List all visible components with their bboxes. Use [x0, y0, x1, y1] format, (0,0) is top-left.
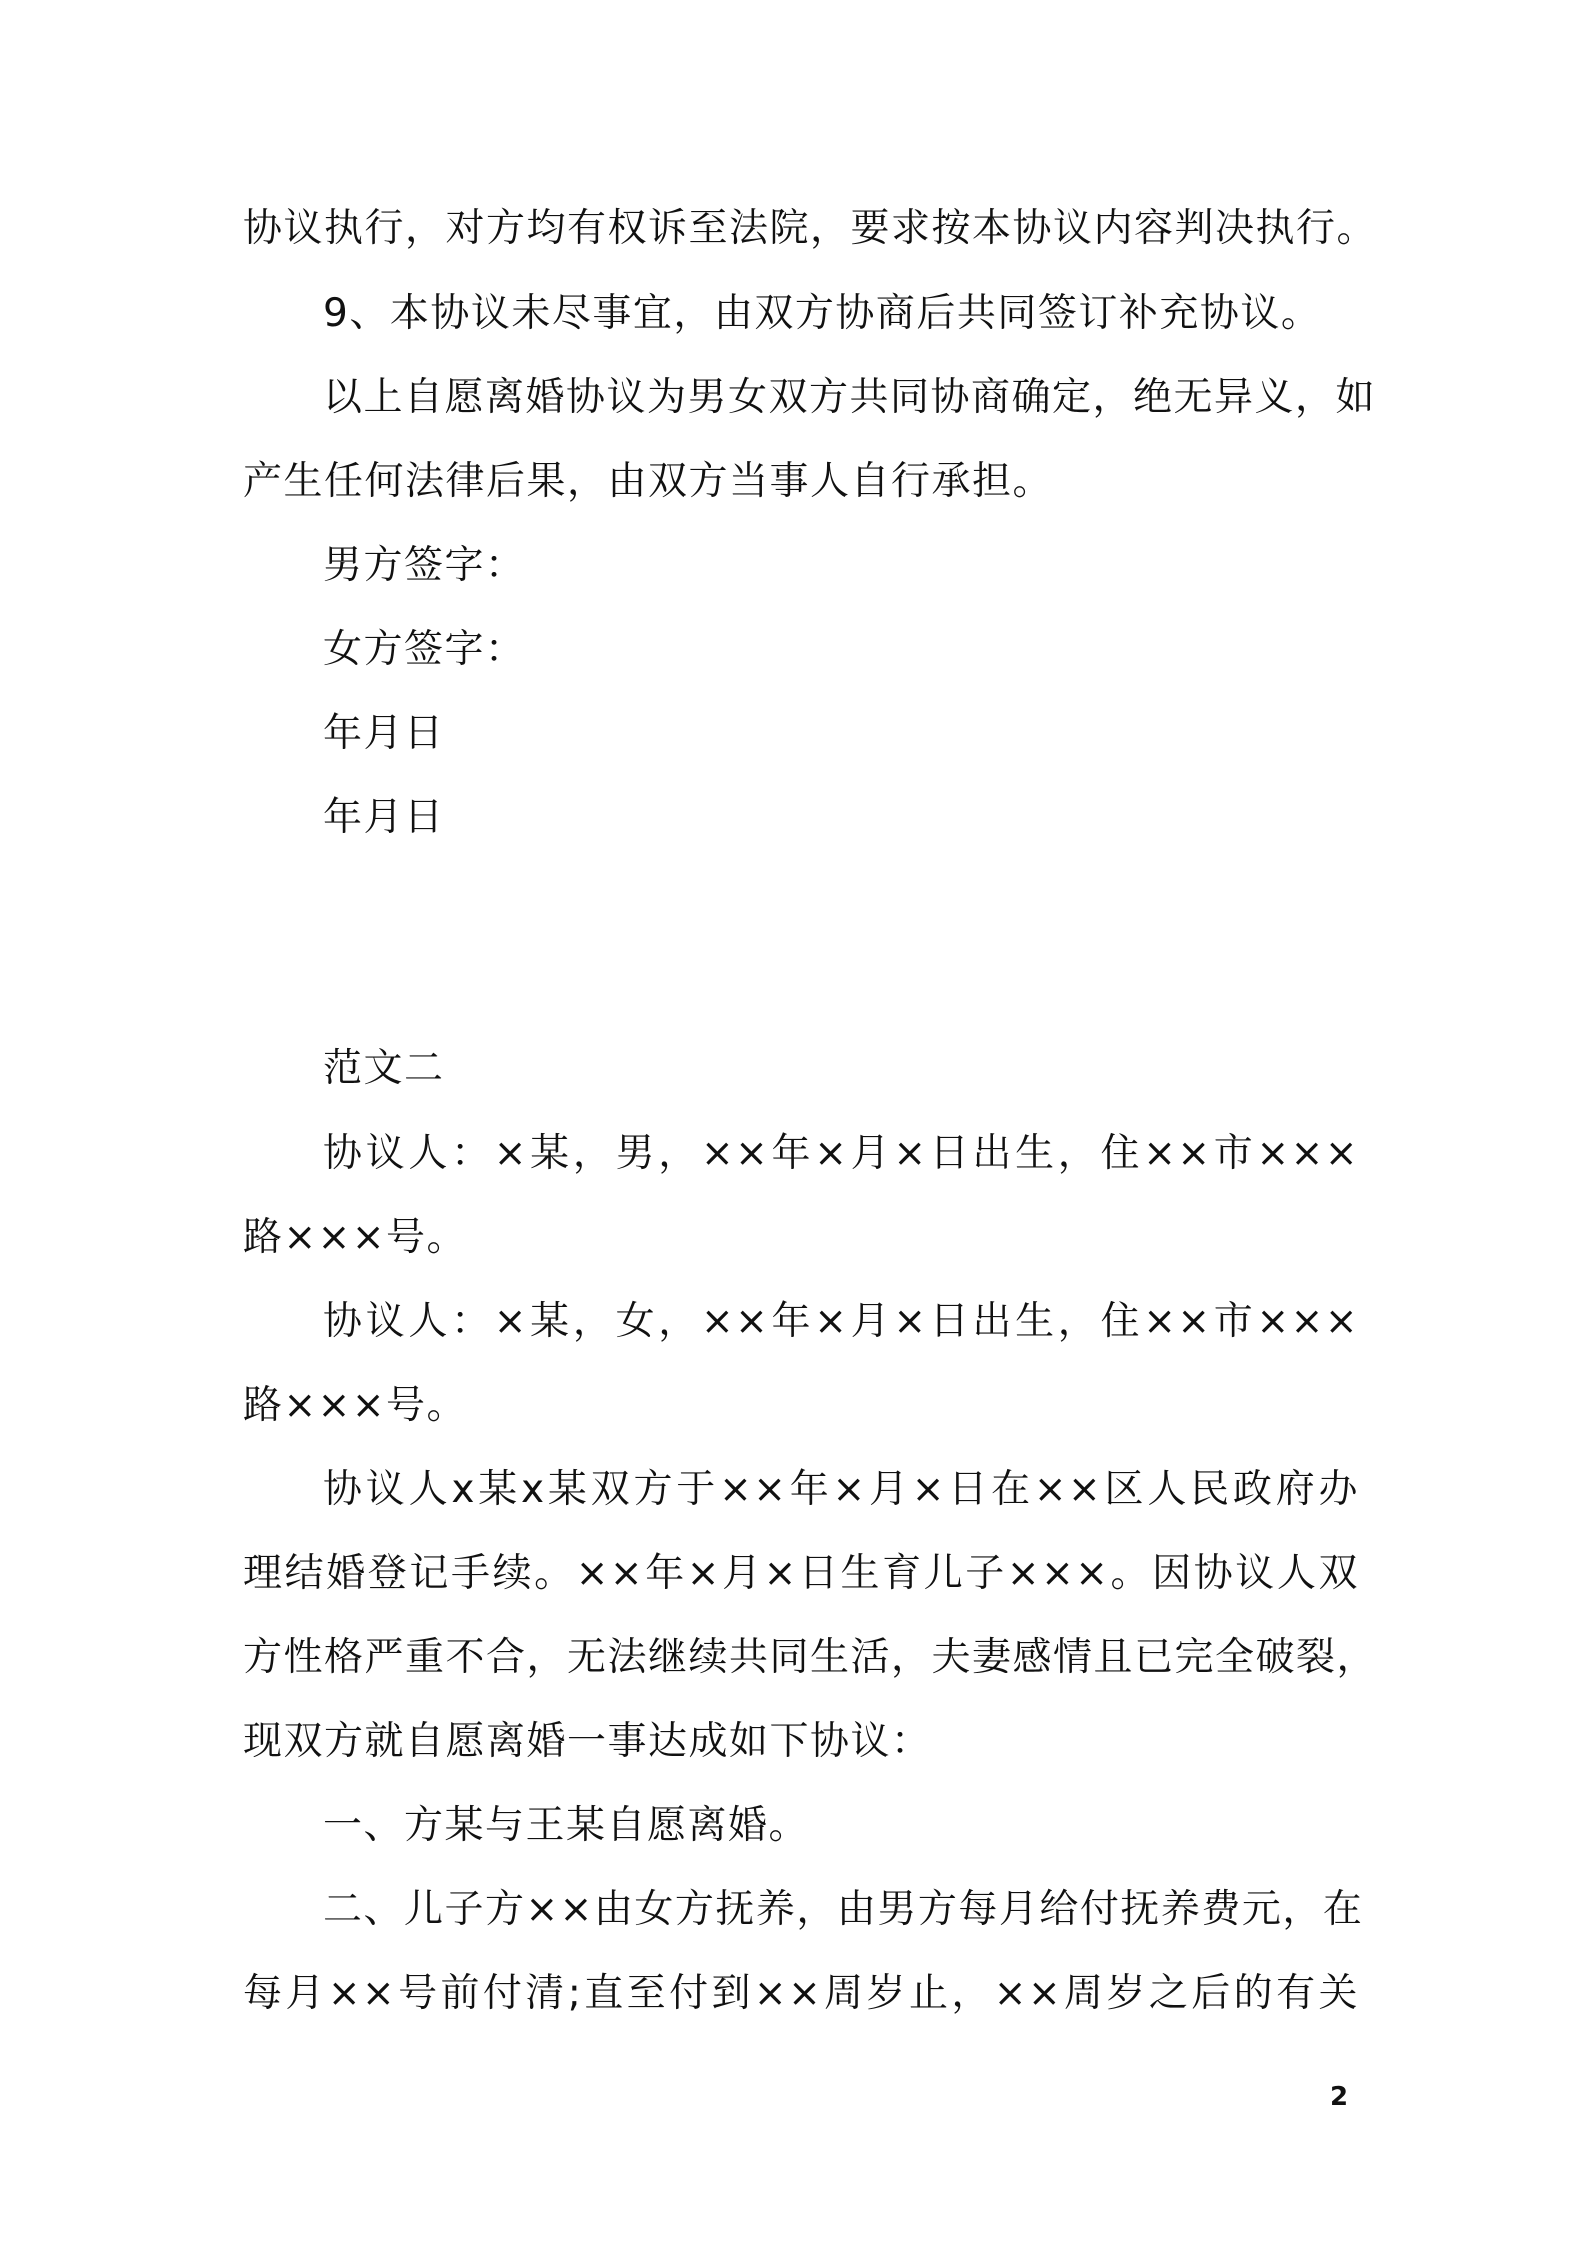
paragraph-line: 协议人：×某，女，××年×月×日出生，住××市×××	[323, 1299, 1359, 1344]
paragraph-line: 路×××号。	[243, 1215, 468, 1260]
paragraph-line: 9、本协议未尽事宜，由双方协商后共同签订补充协议。	[323, 291, 1322, 336]
paragraph-line: 一、方某与王某自愿离婚。	[323, 1803, 810, 1848]
date-label: 年月日	[323, 711, 445, 756]
paragraph-line: 二、儿子方××由女方抚养，由男方每月给付抚养费元，在	[323, 1887, 1364, 1932]
paragraph-line: 产生任何法律后果，由双方当事人自行承担。	[243, 459, 1054, 504]
female-signature-label: 女方签字：	[323, 627, 526, 672]
paragraph-line: 以上自愿离婚协议为男女双方共同协商确定，绝无异义，如	[323, 375, 1377, 420]
section-heading: 范文二	[323, 1046, 445, 1091]
male-signature-label: 男方签字：	[323, 543, 526, 588]
paragraph-line: 协议执行，对方均有权诉至法院，要求按本协议内容判决执行。	[243, 206, 1378, 251]
paragraph-line: 路×××号。	[243, 1383, 468, 1428]
paragraph-line: 现双方就自愿离婚一事达成如下协议：	[243, 1719, 932, 1764]
paragraph-line: 方性格严重不合，无法继续共同生活，夫妻感情且已完全破裂，	[243, 1635, 1378, 1680]
date-label: 年月日	[323, 795, 445, 840]
page-number: 2	[1329, 2082, 1349, 2112]
paragraph-line: 理结婚登记手续。××年×月×日生育儿子×××。因协议人双	[243, 1551, 1359, 1596]
paragraph-line: 每月××号前付清;直至付到××周岁止，××周岁之后的有关	[243, 1971, 1359, 2016]
paragraph-line: 协议人x某x某双方于××年×月×日在××区人民政府办	[323, 1467, 1359, 1512]
paragraph-line: 协议人：×某，男，××年×月×日出生，住××市×××	[323, 1131, 1359, 1176]
